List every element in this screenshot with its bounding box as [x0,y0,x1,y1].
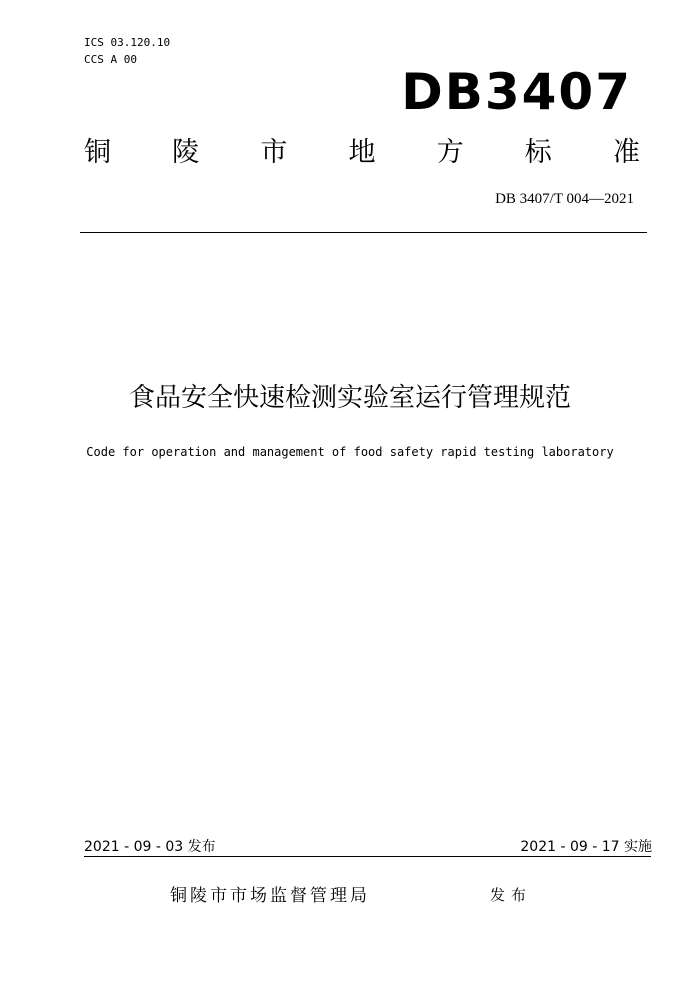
ccs-code: CCS A 00 [84,53,137,66]
standard-type-char: 陵 [172,137,200,168]
standard-type-char: 市 [260,137,288,168]
standard-type-char: 方 [436,137,464,168]
standard-type-char: 铜 [84,137,111,168]
implement-date: 2021 - 09 - 17 实施 [520,839,652,855]
standard-type-char: 地 [348,137,376,168]
standard-type-char: 标 [524,137,552,168]
issue-label: 发布 [490,886,533,904]
issuing-authority: 铜陵市市场监督管理局 [170,886,370,906]
publish-date: 2021 - 09 - 03 发布 [84,839,216,855]
header-divider [80,232,647,233]
footer-divider [84,856,651,857]
standard-number: DB 3407/T 004—2021 [495,191,634,207]
document-title-zh: 食品安全快速检测实验室运行管理规范 [128,383,571,413]
ics-code: ICS 03.120.10 [84,36,171,49]
standard-type-heading [84,135,640,171]
db-standard-code: DB3407 [401,63,632,121]
standard-type-char: 准 [612,137,640,168]
document-title-en: Code for operation and management of food safety rapid testing laboratory [86,445,614,459]
